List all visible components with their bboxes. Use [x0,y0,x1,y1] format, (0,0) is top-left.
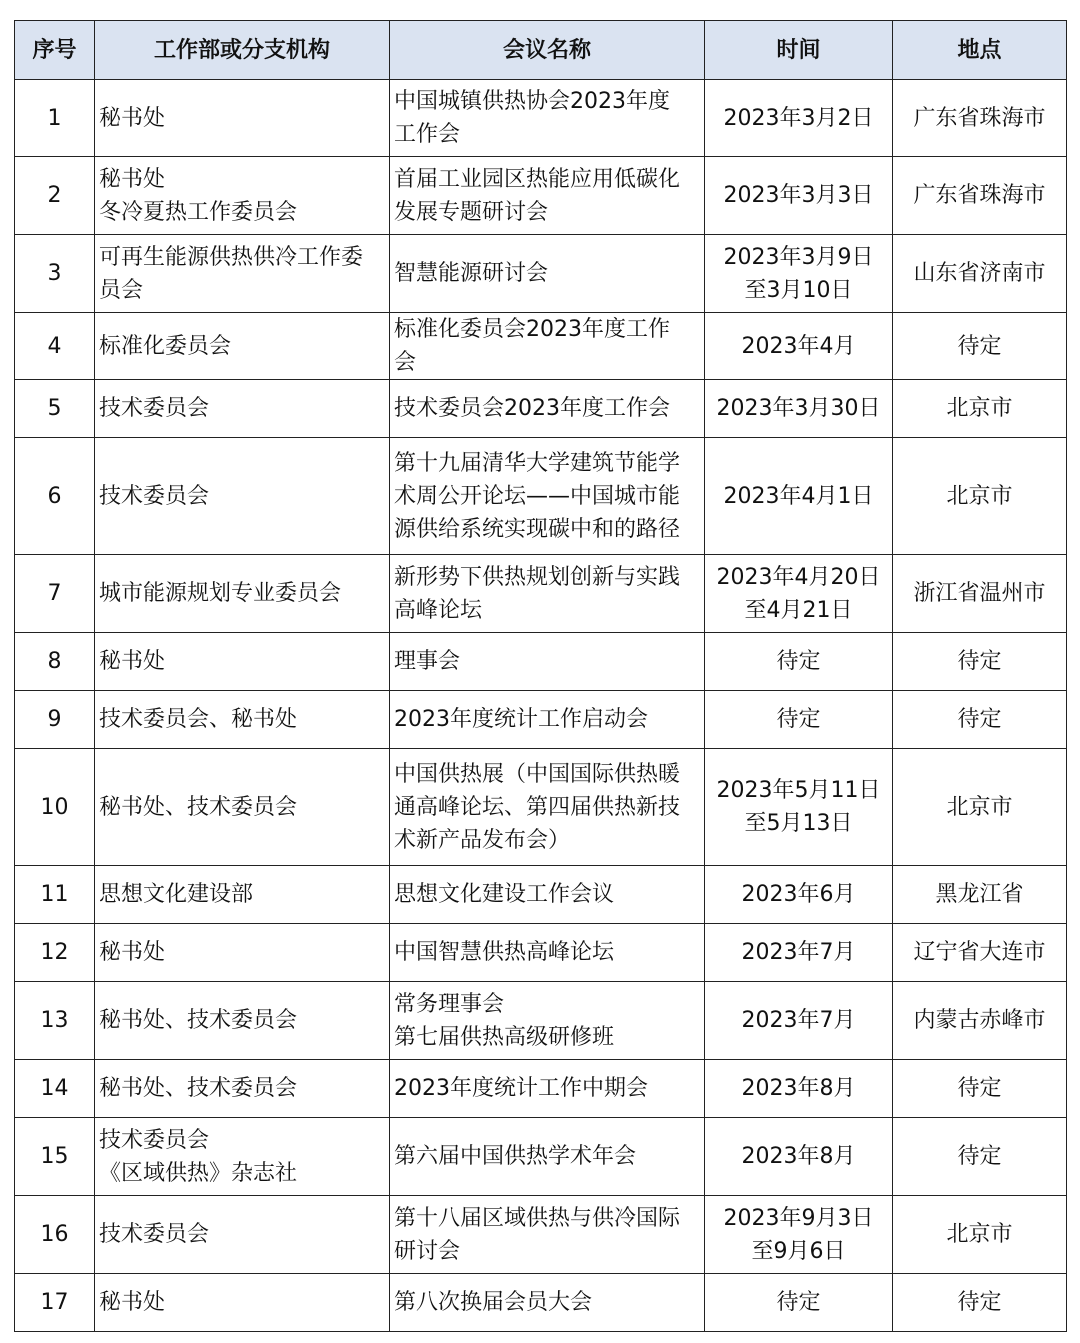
time-cell [705,157,893,235]
time-cell [705,866,893,924]
header-department: 工作部或分支机构 [95,21,390,80]
meeting-name-cell [390,982,705,1060]
time-cell-line: 2023年8月 [741,1076,856,1101]
location-cell: 广东省珠海市 [893,157,1067,235]
location-cell: 待定 [893,1274,1067,1332]
time-cell [705,749,893,866]
department-cell [95,235,390,313]
meeting-name-cell-line: 首届工业园区热能应用低碳化 [394,166,681,192]
meeting-name-cell [390,157,705,235]
header-serial-number: 序号 [15,21,95,80]
department-cell-line: 可再生能源供热供冷工作委 [99,244,364,270]
department-cell [95,80,390,157]
department-cell [95,633,390,691]
header-meeting-name: 会议名称 [390,21,705,80]
meeting-name-cell [390,633,705,691]
table-header [15,21,1067,80]
location-cell: 待定 [893,691,1067,749]
location-cell: 待定 [893,633,1067,691]
meeting-schedule [14,20,1067,1332]
time-cell-line: 2023年4月 [741,333,856,359]
department-cell [95,749,390,866]
time-cell [705,235,893,313]
meeting-name-cell-line: 新形势下供热规划创新与实践 [394,564,681,590]
department-cell-line: 技术委员会 [99,1127,210,1153]
department-cell-line: 员会 [99,277,144,303]
department-cell-line: 秘书处 [99,1290,166,1315]
time-cell-line: 2023年4月20日 [716,564,881,590]
meeting-name-cell-line: 中国供热展（中国国际供热暖 [394,761,681,787]
time-cell [705,438,893,555]
time-cell [705,80,893,157]
department-cell [95,555,390,633]
location-cell: 北京市 [893,1196,1067,1274]
meeting-name-cell-line: 术周公开论坛——中国城市能 [394,483,681,509]
table-row [15,380,1067,438]
location-cell: 北京市 [893,438,1067,555]
department-cell-line: 《区域供热》杂志社 [99,1160,298,1186]
department-cell-line: 秘书处、技术委员会 [99,1076,298,1101]
meeting-name-cell-line: 术新产品发布会） [394,827,571,853]
serial-number-cell: 3 [15,235,95,313]
meeting-name-cell [390,235,705,313]
location-cell: 浙江省温州市 [893,555,1067,633]
serial-number-cell: 12 [15,924,95,982]
time-cell [705,1274,893,1332]
department-cell-line: 标准化委员会 [99,333,232,359]
serial-number-cell: 15 [15,1118,95,1196]
department-cell [95,1196,390,1274]
department-cell [95,982,390,1060]
meeting-name-cell-line: 高峰论坛 [394,597,483,623]
serial-number-cell: 6 [15,438,95,555]
table-row [15,924,1067,982]
serial-number-cell: 4 [15,313,95,380]
meeting-schedule-table [14,20,1067,1332]
table-row [15,438,1067,555]
time-cell [705,555,893,633]
meeting-name-cell [390,80,705,157]
table-row [15,157,1067,235]
serial-number-cell: 11 [15,866,95,924]
meeting-name-cell-line: 智慧能源研讨会 [394,261,549,286]
meeting-name-cell-line: 研讨会 [394,1238,461,1264]
table-row [15,80,1067,157]
serial-number-cell: 2 [15,157,95,235]
location-cell: 辽宁省大连市 [893,924,1067,982]
time-cell-line: 2023年9月3日 [723,1205,874,1231]
location-cell: 北京市 [893,380,1067,438]
serial-number-cell: 14 [15,1060,95,1118]
time-cell-line: 待定 [776,707,821,732]
department-cell-line: 城市能源规划专业委员会 [99,581,342,606]
table-row [15,633,1067,691]
department-cell-line: 秘书处 [99,166,166,192]
time-cell-line: 2023年3月9日 [723,244,874,270]
department-cell-line: 秘书处 [99,940,166,965]
department-cell [95,380,390,438]
department-cell-line: 技术委员会 [99,396,210,421]
meeting-name-cell [390,749,705,866]
time-cell [705,1060,893,1118]
location-cell: 待定 [893,1118,1067,1196]
time-cell-line: 2023年4月1日 [723,483,874,509]
header-time: 时间 [705,21,893,80]
time-cell [705,924,893,982]
location-cell: 广东省珠海市 [893,80,1067,157]
meeting-name-cell [390,313,705,380]
department-cell [95,866,390,924]
department-cell-line: 秘书处 [99,105,166,131]
meeting-name-cell-line: 2023年度统计工作启动会 [394,707,648,732]
time-cell-line: 2023年3月3日 [723,183,874,208]
meeting-name-cell-line: 中国城镇供热协会2023年度 [394,89,670,114]
meeting-name-cell-line: 发展专题研讨会 [394,199,549,225]
meeting-name-cell [390,1274,705,1332]
meeting-name-cell [390,691,705,749]
meeting-name-cell [390,438,705,555]
meeting-name-cell-line: 会 [394,350,417,375]
serial-number-cell: 13 [15,982,95,1060]
time-cell [705,313,893,380]
header-row [15,21,1067,80]
time-cell-line: 2023年3月2日 [723,105,874,131]
time-cell [705,1118,893,1196]
location-cell: 待定 [893,1060,1067,1118]
meeting-name-cell [390,1196,705,1274]
location-cell: 待定 [893,313,1067,380]
department-cell [95,691,390,749]
department-cell-line: 冬冷夏热工作委员会 [99,199,298,225]
meeting-name-cell-line: 标准化委员会2023年度工作 [394,317,670,342]
department-cell [95,924,390,982]
meeting-name-cell [390,555,705,633]
meeting-name-cell-line: 第八次换届会员大会 [394,1290,593,1315]
time-cell-line: 2023年8月 [741,1144,856,1169]
table-row [15,691,1067,749]
meeting-name-cell-line: 通高峰论坛、第四届供热新技 [394,794,681,820]
meeting-name-cell-line: 第十八届区域供热与供冷国际 [394,1205,681,1231]
time-cell-line: 2023年5月11日 [716,778,881,803]
department-cell [95,1060,390,1118]
meeting-name-cell-line: 理事会 [394,649,461,674]
meeting-name-cell-line: 工作会 [394,122,461,147]
table-row [15,555,1067,633]
meeting-name-cell-line: 第七届供热高级研修班 [394,1024,615,1050]
time-cell-line: 2023年7月 [741,1008,856,1033]
department-cell [95,1274,390,1332]
serial-number-cell: 1 [15,80,95,157]
meeting-name-cell-line: 技术委员会2023年度工作会 [394,396,670,421]
location-cell: 山东省济南市 [893,235,1067,313]
meeting-name-cell-line: 2023年度统计工作中期会 [394,1076,648,1101]
location-cell: 内蒙古赤峰市 [893,982,1067,1060]
time-cell [705,1196,893,1274]
meeting-name-cell [390,924,705,982]
serial-number-cell: 10 [15,749,95,866]
table-row [15,313,1067,380]
meeting-name-cell [390,1060,705,1118]
department-cell [95,438,390,555]
time-cell-line: 2023年6月 [741,882,856,907]
department-cell-line: 技术委员会、秘书处 [99,707,298,732]
department-cell-line: 秘书处 [99,649,166,674]
meeting-name-cell [390,380,705,438]
table-row [15,866,1067,924]
department-cell-line: 技术委员会 [99,1222,210,1247]
table-body [15,80,1067,1332]
table-row [15,749,1067,866]
time-cell-line: 至5月13日 [744,811,853,836]
department-cell [95,1118,390,1196]
table-row [15,1196,1067,1274]
serial-number-cell: 7 [15,555,95,633]
meeting-name-cell-line: 第十九届清华大学建筑节能学 [394,450,681,476]
time-cell-line: 2023年3月30日 [716,396,881,421]
time-cell [705,982,893,1060]
department-cell [95,313,390,380]
meeting-name-cell-line: 中国智慧供热高峰论坛 [394,940,615,965]
time-cell-line: 至3月10日 [744,277,853,303]
department-cell-line: 思想文化建设部 [99,882,254,907]
meeting-name-cell-line: 源供给系统实现碳中和的路径 [394,516,681,542]
serial-number-cell: 16 [15,1196,95,1274]
table-row [15,1060,1067,1118]
table-row [15,235,1067,313]
serial-number-cell: 9 [15,691,95,749]
table-row [15,1118,1067,1196]
time-cell-line: 至4月21日 [744,597,853,623]
meeting-name-cell-line: 第六届中国供热学术年会 [394,1144,637,1169]
serial-number-cell: 17 [15,1274,95,1332]
department-cell-line: 技术委员会 [99,483,210,509]
location-cell: 黑龙江省 [893,866,1067,924]
serial-number-cell: 5 [15,380,95,438]
time-cell-line: 至9月6日 [751,1238,846,1264]
time-cell-line: 待定 [776,649,821,674]
meeting-name-cell [390,1118,705,1196]
header-location: 地点 [893,21,1067,80]
time-cell [705,633,893,691]
table-row [15,982,1067,1060]
table-row [15,1274,1067,1332]
time-cell [705,380,893,438]
department-cell [95,157,390,235]
location-cell: 北京市 [893,749,1067,866]
department-cell-line: 秘书处、技术委员会 [99,794,298,820]
meeting-name-cell [390,866,705,924]
time-cell [705,691,893,749]
meeting-name-cell-line: 思想文化建设工作会议 [394,882,615,907]
time-cell-line: 待定 [776,1290,821,1315]
department-cell-line: 秘书处、技术委员会 [99,1008,298,1033]
time-cell-line: 2023年7月 [741,940,856,965]
meeting-name-cell-line: 常务理事会 [394,991,505,1017]
serial-number-cell: 8 [15,633,95,691]
